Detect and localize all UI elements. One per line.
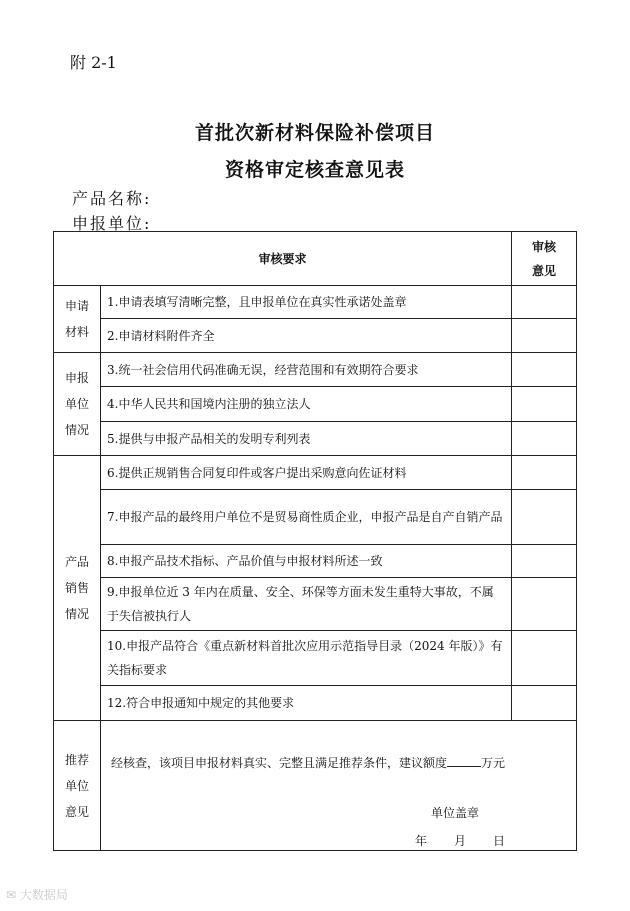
requirement-item: 7.申报产品的最终用户单位不是贸易商性质企业，申报产品是自产自销产品 xyxy=(101,490,512,545)
requirement-item: 1.申请表填写清晰完整，且申报单位在真实性承诺处盖章 xyxy=(101,286,512,319)
requirements-header: 审核要求 xyxy=(54,232,512,286)
section-application-materials: 申请 材料 xyxy=(54,286,101,353)
table-row xyxy=(54,490,577,545)
requirement-item: 3.统一社会信用代码准确无误，经营范围和有效期符合要求 xyxy=(101,353,512,387)
annex-label: 附 2-1 xyxy=(70,53,117,72)
product-name-label: 产品名称: xyxy=(72,189,152,208)
opinion-cell[interactable] xyxy=(512,631,577,686)
table-row xyxy=(54,286,577,319)
applicant-label: 申报单位: xyxy=(72,214,152,233)
opinion-cell[interactable] xyxy=(512,387,577,422)
amount-blank[interactable] xyxy=(447,753,481,767)
requirement-item: 2.申请材料附件齐全 xyxy=(101,319,512,353)
review-table xyxy=(53,231,577,851)
table-header-row xyxy=(54,232,577,286)
table-row xyxy=(54,545,577,578)
opinion-cell[interactable] xyxy=(512,686,577,721)
requirement-item: 10.申报产品符合《重点新材料首批次应用示范指导目录（2024 年版）》有关指标要求 xyxy=(101,631,512,686)
section-product-sales: 产品 销售 情况 xyxy=(54,456,101,721)
table-row xyxy=(54,422,577,456)
unit-seal-label: 单位盖章 xyxy=(431,806,480,820)
table-row xyxy=(54,319,577,353)
table-row xyxy=(54,631,577,686)
recommendation-row xyxy=(54,721,577,851)
section-recommendation: 推荐 单位 意见 xyxy=(54,721,101,851)
requirement-item: 12.符合申报通知中规定的其他要求 xyxy=(101,686,512,721)
requirement-item: 9.申报单位近 3 年内在质量、安全、环保等方面未发生重特大事故，不属于失信被执行人 xyxy=(101,578,512,631)
opinion-cell[interactable] xyxy=(512,353,577,387)
opinion-cell[interactable] xyxy=(512,578,577,631)
section-applicant-status: 申报 单位 情况 xyxy=(54,353,101,456)
opinion-header: 审核 意见 xyxy=(512,232,577,286)
requirement-item: 4.中华人民共和国境内注册的独立法人 xyxy=(101,387,512,422)
opinion-cell[interactable] xyxy=(512,286,577,319)
requirement-item: 6.提供正规销售合同复印件或客户提出采购意向佐证材料 xyxy=(101,456,512,490)
requirement-item: 8.申报产品技术指标、产品价值与申报材料所述一致 xyxy=(101,545,512,578)
form-subtitle: 资格审定核查意见表 xyxy=(224,159,405,181)
form-title: 首批次新材料保险补偿项目 xyxy=(194,122,435,144)
opinion-cell[interactable] xyxy=(512,319,577,353)
table-row xyxy=(54,578,577,631)
date-line: 年 月 日 xyxy=(415,834,507,848)
requirement-item: 5.提供与申报产品相关的发明专利列表 xyxy=(101,422,512,456)
watermark: ✉ 大数据局 xyxy=(6,888,68,902)
table-row xyxy=(54,686,577,721)
table-row xyxy=(54,456,577,490)
table-row xyxy=(54,353,577,387)
opinion-cell[interactable] xyxy=(512,490,577,545)
recommendation-cell xyxy=(101,721,577,851)
opinion-cell[interactable] xyxy=(512,545,577,578)
watermark-icon: ✉ xyxy=(6,888,17,902)
table-row xyxy=(54,387,577,422)
opinion-cell[interactable] xyxy=(512,422,577,456)
opinion-cell[interactable] xyxy=(512,456,577,490)
recommendation-text: 经核查，该项目申报材料真实、完整且满足推荐条件，建议额度 万元 xyxy=(111,751,505,775)
